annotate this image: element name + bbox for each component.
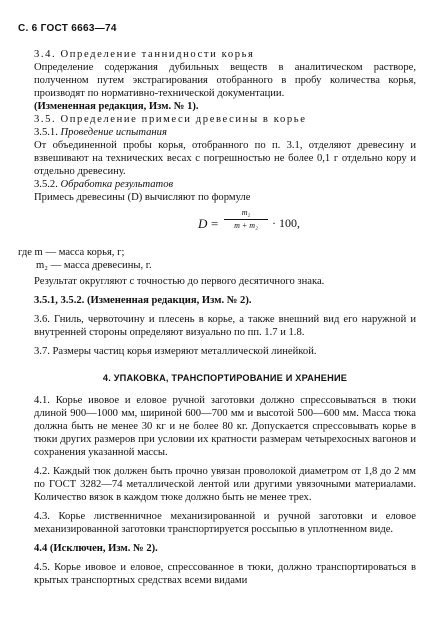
formula-lhs: D [198,216,208,231]
section-3-5-1-heading: 3.5.1. Проведение испытания [34,127,167,138]
section-4-5: 4.5. Корье ивовое и еловое, спрессованное в тюки, должно транспортироваться в крытых транспортных средствах всеми видами [34,562,416,586]
section-3-4-edition-note: (Измененная редакция, Изм. № 1). [34,101,199,112]
section-4-2: 4.2. Каждый тюк должен быть прочно увязан проволокой диаметром от 1,8 до 2 мм по ГОСТ 3282—74 металлической лентой или другими увязочными материалами. Количество вязок в каждом тюке должно быть не менее трех. [34,466,416,503]
section-4-3: 4.3. Корье лиственничное механизированной и ручной заготовки и еловое механизированной заготовки транспортируется россыпью в уплотненном виде. [34,511,416,535]
section-3-7: 3.7. Размеры частиц корья измеряют металлической линейкой. [34,346,317,357]
section-4-1: 4.1. Корье ивовое и еловое ручной заготовки должно спрессовываться в тюки длиной 900—1000 мм, шириной 600—700 мм и высотой 500—600 мм. Масса тюка должна быть не менее 30 кг и не более 80 кг. Допускается спрессовывать корье в тюки других размеров при условии их кратности размерам четырехосных вагонов и сохранения указанной массы. [34,395,416,458]
fraction-bar [224,219,268,220]
section-3-4-body: Определение содержания дубильных веществ в аналитическом растворе, полученном путем экстрагирования отобранного в пробу количества корья, производят по нормативно-технической документации. [34,62,416,99]
section-3-5-1-2-edition-note: 3.5.1, 3.5.2. (Измененная редакция, Изм. № 2). [34,295,252,306]
section-3-5-1-body: От объединенной пробы корья, отобранного по п. 3.1, отделяют древесину и взвешивают на технических весах с погрешностью не более 0,1 г отдельно кору и отдельно древесину. [34,140,416,177]
formula [34,208,416,240]
document-body [18,48,416,587]
section-3-4-title: 3.4. Определение таннидности корья [34,49,255,60]
formula-equals: = [211,216,219,231]
formula-factor: · 100, [272,216,300,230]
section-3-5-2-heading: 3.5.2. Обработка результатов [34,179,174,190]
section-4-4: 4.4 (Исключен, Изм. № 2). [34,543,158,554]
formula-fraction [224,208,268,231]
formula-numerator: m₂ [241,208,251,217]
section-3-5-title: 3.5. Определение примеси древесины в корье [34,114,307,125]
result-note: Результат округляют с точностью до первого десятичного знака. [34,276,325,287]
where-line-1: где m — масса корья, г; [18,247,125,258]
formula-denominator: m + m₂ [234,221,258,230]
section-3-6: 3.6. Гниль, червоточину и плесень в корье, а также внешний вид его наружной и внутренней стороны определяют визуально по пп. 1.7 и 1.8. [34,314,416,338]
section-3-5-2-body: Примесь древесины (D) вычисляют по формуле [34,192,251,203]
section-4-title: 4. УПАКОВКА, ТРАНСПОРТИРОВАНИЕ И ХРАНЕНИЕ [102,373,348,383]
where-line-2: m₂ — масса древесины, г. [36,260,152,271]
page-header: С. 6 ГОСТ 6663—74 [18,23,117,34]
